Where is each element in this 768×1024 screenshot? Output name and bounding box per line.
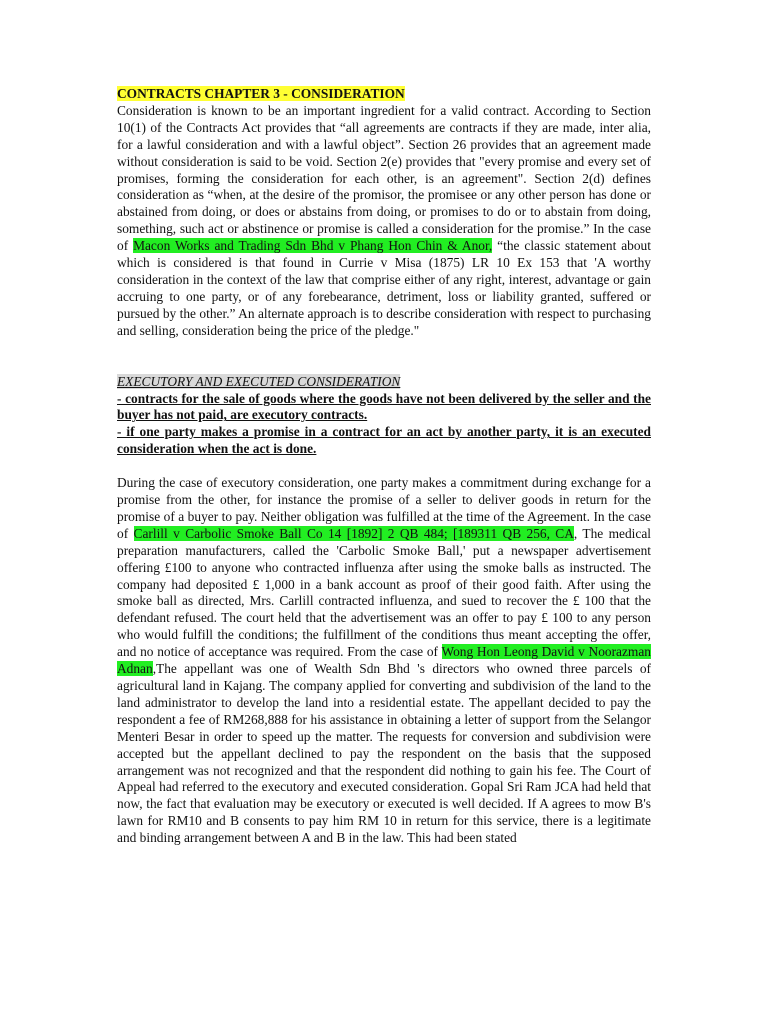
case-citation-macon-works: Macon Works and Trading Sdn Bhd v Phang Hon Chin & Anor, — [133, 238, 493, 254]
document-page — [117, 86, 651, 847]
case-citation-wong-hon-leong: Wong Hon Leong David v Noorazman Adnan — [117, 644, 651, 677]
intro-paragraph — [117, 103, 651, 340]
intro-text-1: Consideration is known to be an important ingredient for a valid contract. According to Section 10(1) of the Contracts Act provides that “all agreements are contracts if they are made, inter alia, for a lawful consideration and with a lawful object”. Section 26 provides that an agreement made without consideration is said to be void. Section 2(e) provides that "every promise and every set of promises, forming the consideration for each other, is an agreement". Section 2(d) defines consideration as “when, at the desire of the promisor, the promisee or any other person has done or abstained from doing, or does or abstains from doing, or promises to do or to abstain from doing, something, such act or abstinence or promise is called a consideration for the promise.” In the case of — [117, 102, 651, 254]
case-citation-carlill: Carlill v Carbolic Smoke Ball Co 14 [1892] 2 QB 484; [189311 QB 256, CA — [133, 525, 574, 541]
paragraph-spacer — [117, 458, 651, 475]
title-line — [117, 86, 651, 103]
document-title: CONTRACTS CHAPTER 3 - CONSIDERATION — [117, 86, 405, 101]
body-paragraph — [117, 475, 651, 847]
bullet-point-executed: - if one party makes a promise in a contract for an act by another party, it is an executed consideration when the act is done. — [117, 424, 651, 457]
subheading-line — [117, 374, 651, 391]
body-text-1: During the case of executory consideration, one party makes a commitment during exchange for a promise from the other, for instance the promise of a seller to deliver goods in return for the promise of a buyer to pay. Neither obligation was fulfilled at the time of the Agreement. In the case of — [117, 475, 651, 541]
section-spacer — [117, 340, 651, 374]
section-subheading: EXECUTORY AND EXECUTED CONSIDERATION — [117, 373, 401, 389]
body-text-3: ,The appellant was one of Wealth Sdn Bhd 's directors who owned three parcels of agricultural land in Kajang. The company applied for converting and subdivision of the land to the land administrator to develop the land into a residential estate. The appellant decided to pay the respondent a fee of RM268,888 for his assistance in obtaining a letter of support from the Selangor Menteri Besar in order to speed up the matter. The requests for conversion and subdivision were accepted but the appellant declined to pay the respondent on the basis that the supposed arrangement was not recognized and that the respondent did nothing to gain his fee. The Court of Appeal had referred to the executory and executed consideration. Gopal Sri Ram JCA had held that now, the fact that evaluation may be executory or executed is well decided. If A agrees to mow B's lawn for RM10 and B consents to pay him RM 10 in return for this service, there is a legitimate and binding arrangement between A and B in the law. This had been stated — [117, 661, 651, 846]
body-text-2: , The medical preparation manufacturers, called the 'Carbolic Smoke Ball,' put a newspaper advertisement offering £100 to anyone who contracted influenza after using the smoke balls as instructed. The company had deposited £ 1,000 in a bank account as proof of their good faith. After using the smoke ball as directed, Mrs. Carlill contracted influenza, and sued to recover the £ 100 that the defendant refused. The court held that the advertisement was an offer to pay £ 100 to any person who would fulfill the conditions; the fulfillment of the conditions thus meant accepting the offer, and no notice of acceptance was required. From the case of — [117, 525, 651, 660]
intro-text-2: “the classic statement about which is considered is that found in Currie v Misa (1875) LR 10 Ex 153 that 'A worthy consideration in the context of the law that comprise either of any right, interest, advantage or gain accruing to one party, or of any forebearance, detriment, loss or liability granted, suffered or pursued by the other.” An alternate approach is to describe consideration with respect to purchasing and selling, consideration being the price of the pledge." — [117, 238, 651, 338]
bullet-point-executory: - contracts for the sale of goods where the goods have not been delivered by the seller and the buyer has not paid, are executory contracts. — [117, 390, 651, 423]
